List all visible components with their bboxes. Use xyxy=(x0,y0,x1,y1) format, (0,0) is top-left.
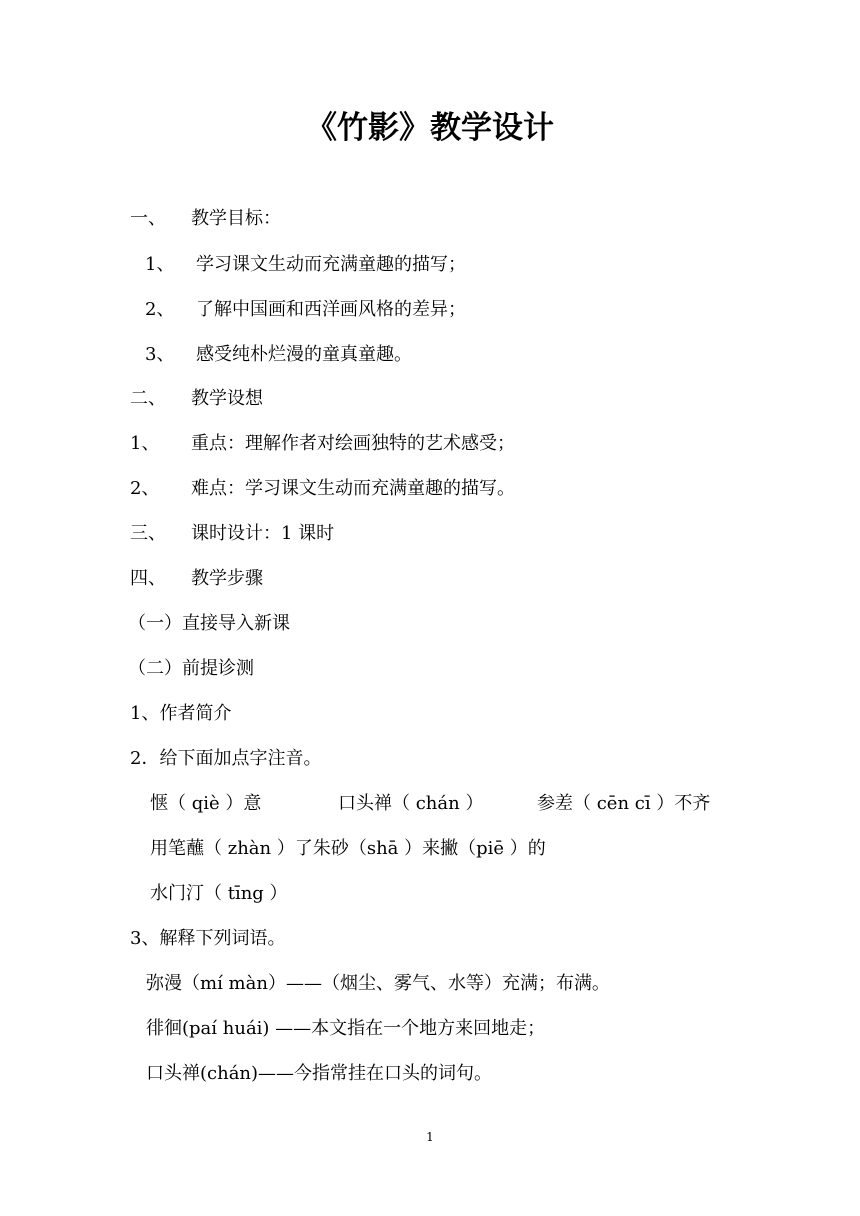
section-number: 三、 xyxy=(130,523,166,544)
list-item-text: 学习课文生动而充满童趣的描写； xyxy=(196,254,466,275)
list-item-text: 了解中国画和西洋画风格的差异； xyxy=(196,299,466,320)
step-item: 2．给下面加点字注音。 xyxy=(130,748,322,769)
list-item-text: 难点：学习课文生动而充满童趣的描写。 xyxy=(191,478,515,499)
definition: 徘徊(paí huái) ——本文指在一个地方来回地走； xyxy=(146,1018,546,1039)
step-item: 3、解释下列词语。 xyxy=(130,928,286,949)
definition: 口头禅(chán)——今指常挂在口头的词句。 xyxy=(146,1063,493,1084)
list-item-text: 感受纯朴烂漫的童真童趣。 xyxy=(196,344,412,365)
section-text: 教学设想 xyxy=(191,388,263,409)
section-text: 教学目标： xyxy=(191,208,281,229)
page-title: 《竹影》教学设计 xyxy=(306,110,554,146)
pinyin-entry: 惬（ qiè ）意 xyxy=(150,793,262,814)
list-item-number: 1、 xyxy=(145,254,175,275)
list-item-number: 2、 xyxy=(145,299,175,320)
section-text: 课时设计：1 课时 xyxy=(191,523,335,544)
list-item-number: 1、 xyxy=(130,433,160,454)
page-number: 1 xyxy=(426,1130,434,1144)
step-heading: （二）前提诊测 xyxy=(128,658,254,679)
pinyin-entry: 口头禅（ chán ） xyxy=(338,793,484,814)
definition: 弥漫（mí màn）——（烟尘、雾气、水等）充满；布满。 xyxy=(146,973,610,994)
section-number: 二、 xyxy=(130,388,166,409)
pinyin-row: 水门汀（ tīng ） xyxy=(150,883,288,904)
section-number: 一、 xyxy=(130,208,166,229)
section-text: 教学步骤 xyxy=(191,568,263,589)
list-item-number: 3、 xyxy=(145,344,175,365)
section-number: 四、 xyxy=(130,568,166,589)
list-item-text: 重点：理解作者对绘画独特的艺术感受； xyxy=(191,433,515,454)
pinyin-entry: 参差（ cēn cī ）不齐 xyxy=(537,793,711,814)
step-heading: （一）直接导入新课 xyxy=(128,613,290,634)
step-item: 1、作者简介 xyxy=(130,703,232,724)
list-item-number: 2、 xyxy=(130,478,160,499)
pinyin-row: 用笔蘸（ zhàn ）了朱砂（shā ）来撇（piē ）的 xyxy=(150,838,546,859)
